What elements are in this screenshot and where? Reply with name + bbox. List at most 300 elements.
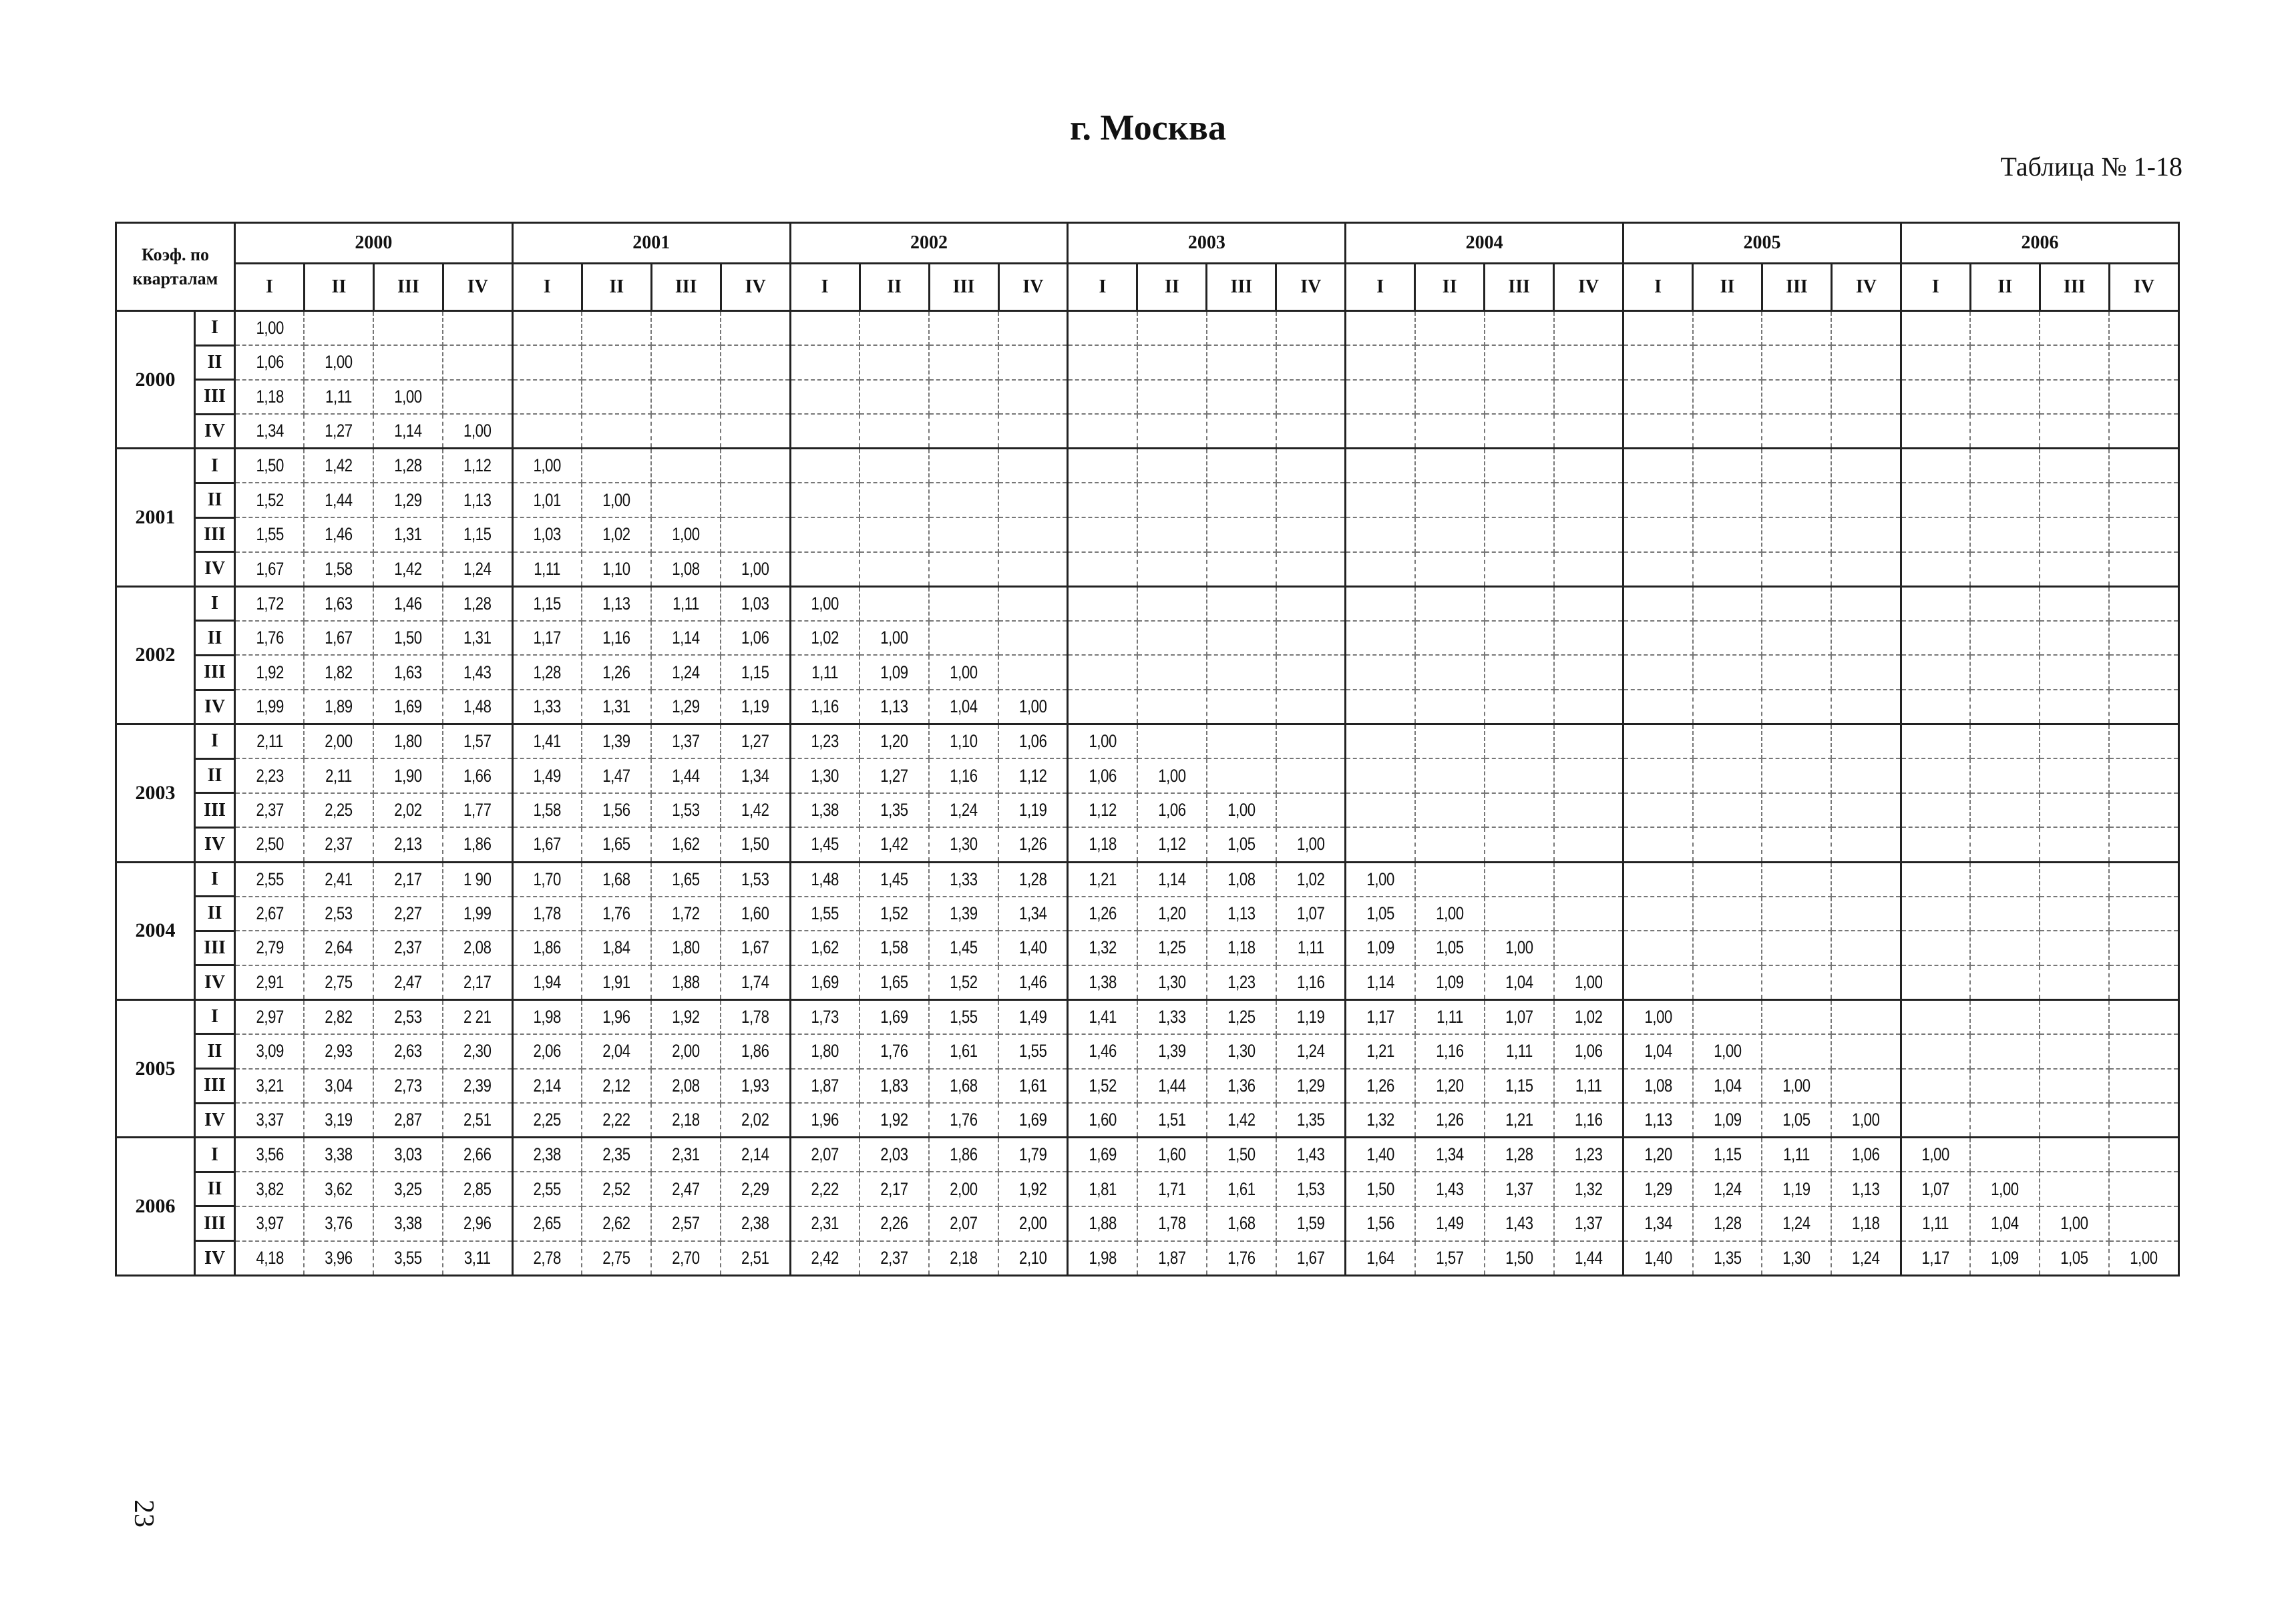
coefficient-cell: 1,69 <box>380 690 437 724</box>
coefficient-cell: 1,11 <box>311 380 367 415</box>
coefficient-cell <box>1346 517 1415 552</box>
coefficient-cell: 1,58 <box>311 552 367 587</box>
coefficient-cell <box>1137 655 1207 690</box>
coefficient-cell <box>1831 586 1901 621</box>
coefficient-cell: 1,52 <box>241 483 298 517</box>
coefficient-cell <box>1970 1138 2040 1172</box>
coefficient-cell: 2,31 <box>658 1138 715 1172</box>
table-row <box>116 1069 2179 1104</box>
coefficient-cell <box>1554 897 1623 931</box>
coefficient-cell <box>1623 965 1693 1000</box>
coefficient-cell: 1,29 <box>658 690 715 724</box>
coefficient-cell <box>1901 483 1970 517</box>
coefficient-cell: 1,77 <box>449 793 506 828</box>
coefficient-cell <box>1623 690 1693 724</box>
coefficient-cell <box>2109 380 2178 415</box>
row-quarter-header: III <box>195 1069 235 1104</box>
coefficient-cell <box>1276 517 1346 552</box>
column-year-header: 2002 <box>790 223 1068 264</box>
coefficient-cell: 1,00 <box>1213 793 1270 828</box>
coefficient-cell <box>1623 621 1693 656</box>
coefficient-cell: 1,06 <box>1838 1138 1895 1172</box>
coefficient-cell <box>1623 793 1693 828</box>
coefficient-cell <box>1901 380 1970 415</box>
coefficient-cell <box>2109 517 2178 552</box>
coefficient-cell <box>1554 380 1623 415</box>
row-quarter-header: IV <box>195 414 235 449</box>
coefficient-cell: 1,18 <box>1074 827 1131 862</box>
coefficient-cell <box>1068 621 1137 656</box>
coefficient-cell: 1,06 <box>1143 793 1200 828</box>
coefficient-cell <box>651 345 721 380</box>
coefficient-cell: 1,50 <box>1352 1172 1408 1206</box>
coefficient-cell <box>443 345 512 380</box>
coefficient-cell: 1,89 <box>311 690 367 724</box>
coefficient-cell: 1,18 <box>1213 931 1270 965</box>
row-quarter-header: II <box>195 1172 235 1206</box>
coefficient-cell <box>1276 793 1346 828</box>
coefficient-cell: 1,00 <box>866 621 922 656</box>
column-quarter-header: III <box>929 264 998 311</box>
coefficient-cell <box>1415 655 1485 690</box>
coefficient-cell: 1,92 <box>866 1103 922 1138</box>
coefficient-cell <box>1207 690 1276 724</box>
coefficient-cell: 1,51 <box>1143 1103 1200 1138</box>
column-year-header: 2004 <box>1346 223 1623 264</box>
coefficient-cell <box>1901 931 1970 965</box>
coefficient-cell: 1,78 <box>727 999 784 1034</box>
coefficient-cell: 1,32 <box>1560 1172 1617 1206</box>
coefficient-cell <box>1137 517 1207 552</box>
table-row <box>116 1172 2179 1206</box>
coefficient-cell <box>859 552 929 587</box>
coefficient-cell: 1,62 <box>658 827 715 862</box>
coefficient-cell <box>1901 999 1970 1034</box>
coefficient-cell <box>929 311 998 346</box>
coefficient-cell <box>1831 931 1901 965</box>
coefficient-cell <box>1970 758 2040 793</box>
coefficient-cell: 1,00 <box>1768 1069 1825 1104</box>
coefficient-cell: 1,27 <box>727 724 784 759</box>
coefficient-cell: 1,00 <box>588 483 645 517</box>
coefficient-cell: 1,40 <box>1004 931 1061 965</box>
coefficient-cell <box>1415 414 1485 449</box>
coefficient-cell: 1,06 <box>1074 758 1131 793</box>
coefficient-cell: 1,00 <box>1004 690 1061 724</box>
coefficient-cell <box>1901 345 1970 380</box>
coefficient-cell: 1,16 <box>935 758 992 793</box>
coefficient-cell <box>1415 724 1485 759</box>
coefficient-cell <box>790 483 859 517</box>
coefficient-cell: 1,78 <box>519 897 576 931</box>
coefficient-cell: 1,35 <box>1282 1103 1339 1138</box>
coefficient-cell <box>721 483 790 517</box>
coefficient-cell: 1,04 <box>1630 1034 1686 1069</box>
coefficient-cell <box>1068 655 1137 690</box>
coefficient-cell <box>790 414 859 449</box>
coefficient-cell <box>2040 449 2109 483</box>
coefficient-cell: 1,29 <box>380 483 437 517</box>
coefficient-cell <box>1137 586 1207 621</box>
coefficient-cell <box>582 311 651 346</box>
coefficient-cell: 1,24 <box>1768 1206 1825 1241</box>
coefficient-cell: 1,11 <box>1421 999 1478 1034</box>
coefficient-cell <box>512 380 582 415</box>
coefficient-cell <box>1762 345 1831 380</box>
row-year-header: 2001 <box>116 449 195 586</box>
coefficient-cell: 1,04 <box>1977 1206 2034 1241</box>
coefficient-cell: 1,71 <box>1143 1172 1200 1206</box>
coefficient-cell <box>1970 690 2040 724</box>
coefficient-cell: 2,31 <box>796 1206 853 1241</box>
coefficient-cell <box>790 552 859 587</box>
coefficient-cell <box>1554 345 1623 380</box>
coefficient-cell <box>1346 345 1415 380</box>
coefficient-cell <box>1970 345 2040 380</box>
coefficient-cell: 1,14 <box>1352 965 1408 1000</box>
coefficient-cell: 1,61 <box>1213 1172 1270 1206</box>
coefficient-cell: 1,38 <box>796 793 853 828</box>
coefficient-cell: 1,20 <box>1421 1069 1478 1104</box>
coefficient-cell <box>1207 345 1276 380</box>
coefficient-cell <box>1623 655 1693 690</box>
table-row <box>116 655 2179 690</box>
coefficient-cell <box>998 345 1068 380</box>
coefficient-cell <box>2109 345 2178 380</box>
coefficient-cell: 1,50 <box>380 621 437 656</box>
coefficient-cell: 1,56 <box>1352 1206 1408 1241</box>
coefficient-cell <box>1831 621 1901 656</box>
coefficient-cell: 1,72 <box>658 897 715 931</box>
coefficient-cell: 1,19 <box>1004 793 1061 828</box>
coefficient-cell: 1,06 <box>241 345 298 380</box>
coefficient-cell <box>1346 827 1415 862</box>
coefficient-cell: 1,28 <box>519 655 576 690</box>
coefficient-cell: 2,08 <box>658 1069 715 1104</box>
coefficient-cell <box>721 517 790 552</box>
coefficient-cell: 1,43 <box>1421 1172 1478 1206</box>
coefficient-cell: 1,00 <box>1352 862 1408 897</box>
coefficient-cell: 1,11 <box>1282 931 1339 965</box>
corner-label-line1: Коэф. по <box>142 245 209 265</box>
coefficient-cell <box>1207 552 1276 587</box>
coefficient-cell: 2,41 <box>311 862 367 897</box>
coefficient-cell <box>651 380 721 415</box>
coefficient-cell <box>1554 414 1623 449</box>
coefficient-cell: 1,08 <box>1630 1069 1686 1104</box>
coefficient-cell: 1,76 <box>588 897 645 931</box>
coefficient-cell <box>512 414 582 449</box>
coefficient-cell <box>1901 586 1970 621</box>
coefficient-cell: 1,42 <box>380 552 437 587</box>
coefficient-cell: 1,76 <box>241 621 298 656</box>
coefficient-cell: 1,45 <box>796 827 853 862</box>
coefficient-cell: 2,53 <box>311 897 367 931</box>
coefficient-cell: 1,37 <box>1560 1206 1617 1241</box>
coefficient-cell <box>1762 655 1831 690</box>
coefficient-cell: 1,34 <box>241 414 298 449</box>
coefficient-cell: 1,44 <box>311 483 367 517</box>
coefficient-cell: 1,60 <box>1143 1138 1200 1172</box>
coefficient-cell: 2,25 <box>311 793 367 828</box>
coefficient-cell: 1,20 <box>866 724 922 759</box>
coefficient-cell <box>2040 621 2109 656</box>
row-quarter-header: II <box>195 621 235 656</box>
coefficient-cell: 1,41 <box>1074 999 1131 1034</box>
coefficient-cell <box>998 517 1068 552</box>
coefficient-cell: 2,47 <box>380 965 437 1000</box>
coefficient-cell: 3,19 <box>311 1103 367 1138</box>
coefficient-cell: 1,46 <box>380 586 437 621</box>
coefficient-cell: 1,19 <box>1282 999 1339 1034</box>
coefficient-cell <box>304 311 373 346</box>
coefficient-cell: 1,05 <box>2046 1241 2103 1276</box>
coefficient-cell <box>1485 827 1554 862</box>
coefficient-cell: 2,03 <box>866 1138 922 1172</box>
row-quarter-header: IV <box>195 1241 235 1276</box>
coefficient-cell: 1,43 <box>449 655 506 690</box>
row-quarter-header: IV <box>195 827 235 862</box>
coefficient-cell: 2,10 <box>1004 1241 1061 1276</box>
coefficient-cell <box>1901 311 1970 346</box>
coefficient-cell: 1,67 <box>241 552 298 587</box>
coefficient-cell <box>1762 380 1831 415</box>
coefficient-cell <box>1901 655 1970 690</box>
coefficient-cell <box>859 483 929 517</box>
coefficient-cell: 1,57 <box>449 724 506 759</box>
coefficient-cell: 1,15 <box>1699 1138 1756 1172</box>
coefficient-cell <box>1623 380 1693 415</box>
coefficient-cell: 1,00 <box>658 517 715 552</box>
coefficient-cell: 1,05 <box>1352 897 1408 931</box>
coefficient-cell: 1,80 <box>380 724 437 759</box>
coefficient-cell <box>2109 862 2178 897</box>
coefficient-cell <box>1485 345 1554 380</box>
coefficient-cell: 2,42 <box>796 1241 853 1276</box>
coefficient-cell <box>1831 655 1901 690</box>
coefficient-cell: 2,17 <box>380 862 437 897</box>
row-quarter-header: III <box>195 517 235 552</box>
coefficient-cell <box>1554 483 1623 517</box>
coefficient-cell <box>2109 1069 2178 1104</box>
coefficient-cell: 1,40 <box>1630 1241 1686 1276</box>
coefficient-cell: 2,97 <box>241 999 298 1034</box>
coefficient-cell: 2,07 <box>935 1206 992 1241</box>
coefficient-cell: 1,23 <box>796 724 853 759</box>
coefficient-cell: 1,55 <box>1004 1034 1061 1069</box>
coefficient-cell <box>721 345 790 380</box>
coefficient-cell: 1,76 <box>866 1034 922 1069</box>
coefficient-cell: 1,44 <box>1560 1241 1617 1276</box>
coefficient-cell <box>929 552 998 587</box>
coefficient-cell <box>859 517 929 552</box>
coefficient-cell <box>1970 483 2040 517</box>
coefficient-cell <box>1137 414 1207 449</box>
coefficient-cell <box>1693 311 1762 346</box>
coefficient-cell: 1,82 <box>311 655 367 690</box>
column-quarter-header: IV <box>1831 264 1901 311</box>
coefficient-cell: 1,08 <box>658 552 715 587</box>
coefficient-cell: 1,30 <box>935 827 992 862</box>
coefficient-cell <box>1415 586 1485 621</box>
coefficient-cell: 2,14 <box>519 1069 576 1104</box>
coefficient-cell: 1,80 <box>658 931 715 965</box>
coefficient-cell <box>1762 999 1831 1034</box>
coefficient-cell <box>1485 655 1554 690</box>
coefficient-cell <box>929 586 998 621</box>
coefficient-cell <box>2040 380 2109 415</box>
coefficient-cell: 1,13 <box>866 690 922 724</box>
coefficient-cell <box>1901 758 1970 793</box>
coefficient-cell <box>1762 793 1831 828</box>
coefficient-cell: 1,44 <box>1143 1069 1200 1104</box>
coefficient-cell: 1,88 <box>658 965 715 1000</box>
coefficient-cell <box>1346 311 1415 346</box>
coefficient-cell <box>2109 311 2178 346</box>
coefficient-cell <box>1623 897 1693 931</box>
coefficient-cell <box>1346 552 1415 587</box>
coefficient-cell: 2,75 <box>588 1241 645 1276</box>
coefficient-cell <box>1623 931 1693 965</box>
coefficient-cell: 2,37 <box>241 793 298 828</box>
coefficient-cell <box>790 345 859 380</box>
row-quarter-header: I <box>195 724 235 759</box>
coefficient-cell <box>1762 897 1831 931</box>
coefficient-cell: 2,65 <box>519 1206 576 1241</box>
coefficient-cell: 1,11 <box>658 586 715 621</box>
coefficient-cell <box>929 414 998 449</box>
coefficient-cell <box>1970 827 2040 862</box>
coefficient-cell <box>1623 449 1693 483</box>
coefficient-cell: 1,14 <box>1143 862 1200 897</box>
corner-label-line2: кварталам <box>132 268 218 288</box>
column-quarter-header: IV <box>2109 264 2178 311</box>
coefficient-cell <box>790 311 859 346</box>
coefficient-cell: 1,05 <box>1213 827 1270 862</box>
coefficient-cell <box>1623 483 1693 517</box>
coefficient-cell: 2,00 <box>311 724 367 759</box>
coefficient-cell: 1,43 <box>1491 1206 1547 1241</box>
coefficient-cell <box>1970 931 2040 965</box>
coefficient-cell: 2,13 <box>380 827 437 862</box>
coefficient-cell <box>1276 758 1346 793</box>
coefficient-cell <box>1346 380 1415 415</box>
coefficient-cell: 3,55 <box>380 1241 437 1276</box>
coefficient-cell <box>1623 552 1693 587</box>
coefficient-cell <box>373 311 443 346</box>
coefficient-cell <box>1901 862 1970 897</box>
coefficient-cell: 1,00 <box>2116 1241 2172 1276</box>
coefficient-cell <box>2109 724 2178 759</box>
coefficient-cell: 1,04 <box>1491 965 1547 1000</box>
coefficient-cell <box>1276 690 1346 724</box>
coefficient-cell <box>2109 1138 2178 1172</box>
coefficient-cell <box>1901 517 1970 552</box>
coefficient-cell <box>1415 311 1485 346</box>
coefficient-cell <box>1415 690 1485 724</box>
coefficient-cell <box>1831 793 1901 828</box>
coefficient-cell <box>1137 621 1207 656</box>
coefficient-cell: 1,58 <box>866 931 922 965</box>
coefficient-cell <box>1346 793 1415 828</box>
coefficient-cell <box>1207 414 1276 449</box>
coefficient-cell <box>998 483 1068 517</box>
coefficient-cell: 1,18 <box>241 380 298 415</box>
coefficient-cell: 1,08 <box>1213 862 1270 897</box>
coefficient-cell: 1,06 <box>1004 724 1061 759</box>
coefficient-cell: 1,34 <box>727 758 784 793</box>
coefficient-cell: 1,76 <box>1213 1241 1270 1276</box>
coefficient-cell: 1,03 <box>727 586 784 621</box>
coefficient-cell <box>998 621 1068 656</box>
coefficient-cell: 1,34 <box>1004 897 1061 931</box>
coefficient-cell: 1,12 <box>1004 758 1061 793</box>
coefficient-cell <box>2040 690 2109 724</box>
coefficient-cell: 1,49 <box>1004 999 1061 1034</box>
coefficient-cell <box>1693 897 1762 931</box>
coefficient-cell <box>1415 380 1485 415</box>
coefficient-cell: 1,12 <box>1074 793 1131 828</box>
coefficient-cell: 1,00 <box>727 552 784 587</box>
coefficient-cell: 1,50 <box>1213 1138 1270 1172</box>
coefficient-cell: 1,16 <box>1560 1103 1617 1138</box>
coefficient-cell <box>1207 449 1276 483</box>
coefficient-cell: 1,78 <box>1143 1206 1200 1241</box>
coefficient-cell: 1,42 <box>1213 1103 1270 1138</box>
coefficient-cell <box>1693 999 1762 1034</box>
coefficient-cell: 1,00 <box>1421 897 1478 931</box>
coefficient-cell <box>1693 862 1762 897</box>
coefficient-cell: 1,17 <box>1352 999 1408 1034</box>
coefficient-cell: 1,56 <box>588 793 645 828</box>
coefficient-cell: 3,03 <box>380 1138 437 1172</box>
coefficient-cell <box>1693 758 1762 793</box>
coefficient-cell <box>1762 414 1831 449</box>
coefficient-cell: 1,17 <box>519 621 576 656</box>
coefficient-cell <box>1276 380 1346 415</box>
coefficient-cell: 3,09 <box>241 1034 298 1069</box>
coefficient-cell <box>1485 862 1554 897</box>
coefficient-cell: 1 90 <box>449 862 506 897</box>
coefficient-cell <box>1276 586 1346 621</box>
coefficient-cell <box>1137 483 1207 517</box>
coefficient-cell <box>1693 621 1762 656</box>
coefficient-cell: 1,34 <box>1421 1138 1478 1172</box>
coefficient-cell: 2,52 <box>588 1172 645 1206</box>
coefficient-cell: 1,24 <box>1699 1172 1756 1206</box>
coefficient-cell <box>1901 827 1970 862</box>
column-quarter-header: IV <box>998 264 1068 311</box>
coefficient-cell: 1,60 <box>1074 1103 1131 1138</box>
coefficient-cell <box>1970 552 2040 587</box>
coefficient-cell: 1,68 <box>935 1069 992 1104</box>
coefficient-cell <box>1693 517 1762 552</box>
column-quarter-header: I <box>1623 264 1693 311</box>
coefficient-cell: 1,45 <box>935 931 992 965</box>
column-year-header: 2005 <box>1623 223 1901 264</box>
coefficient-cell: 1,09 <box>866 655 922 690</box>
coefficient-cell <box>1623 862 1693 897</box>
coefficient-cell <box>1276 483 1346 517</box>
row-quarter-header: III <box>195 380 235 415</box>
coefficient-cell <box>2109 1206 2178 1241</box>
coefficient-cell <box>1068 311 1137 346</box>
coefficient-cell: 1,68 <box>588 862 645 897</box>
coefficient-cell: 1,05 <box>1768 1103 1825 1138</box>
coefficient-cell: 1,11 <box>1491 1034 1547 1069</box>
coefficient-cell: 1,09 <box>1699 1103 1756 1138</box>
coefficient-cell: 1,10 <box>935 724 992 759</box>
